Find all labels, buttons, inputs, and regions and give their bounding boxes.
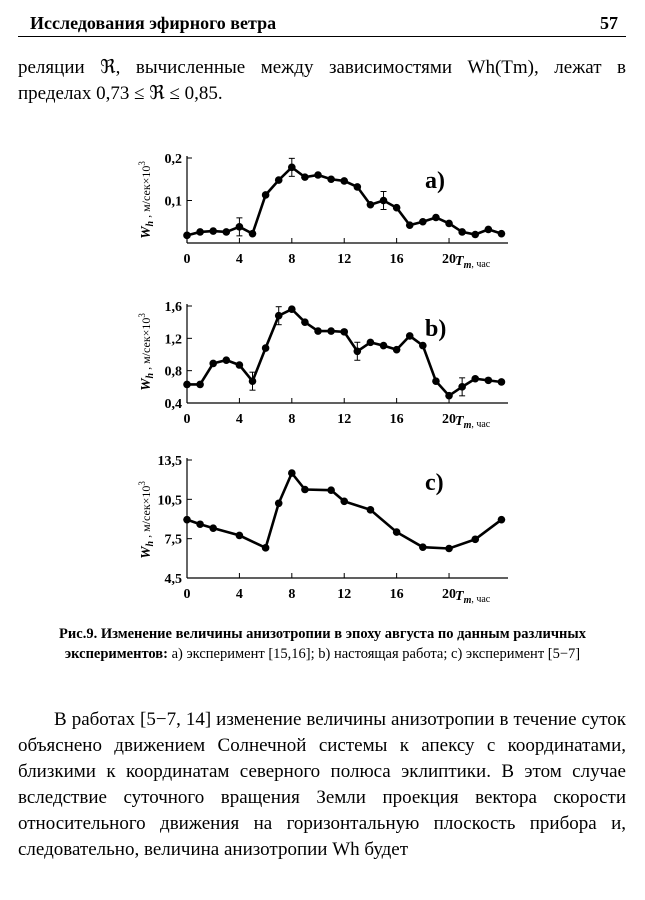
x-tick-label: 4 — [235, 587, 243, 602]
data-point — [196, 520, 204, 528]
data-point — [445, 545, 453, 553]
data-point — [380, 197, 388, 205]
y-axis-label — [137, 161, 156, 239]
data-point — [183, 381, 191, 389]
data-point — [327, 486, 335, 494]
y-tick-label: 0,1 — [164, 194, 182, 210]
y-tick-label: 7,5 — [164, 532, 182, 548]
panel-label: b) — [425, 316, 447, 342]
y-tick-label: 0,2 — [164, 152, 182, 167]
x-tick-label: 0 — [183, 412, 191, 427]
data-point — [367, 201, 375, 209]
panel-label: c) — [425, 470, 444, 496]
data-point — [471, 536, 479, 544]
data-point — [419, 543, 427, 551]
x-tick-label: 4 — [235, 252, 243, 267]
data-point — [432, 377, 440, 385]
data-point — [288, 164, 296, 172]
x-tick-label: 20 — [442, 412, 457, 427]
data-point — [458, 228, 466, 236]
y-axis-label — [137, 313, 156, 391]
data-point — [340, 498, 348, 506]
data-point — [223, 228, 231, 236]
data-point — [249, 377, 257, 385]
data-point — [196, 228, 204, 236]
data-point — [327, 327, 335, 335]
data-point — [485, 226, 493, 234]
data-point — [406, 221, 414, 229]
data-point — [236, 532, 244, 540]
x-tick-label: 0 — [183, 252, 191, 267]
page-number: 57 — [600, 13, 618, 33]
data-point — [458, 383, 466, 391]
data-point — [262, 344, 270, 352]
data-point — [367, 506, 375, 514]
x-tick-label: 4 — [235, 412, 243, 427]
data-point — [432, 214, 440, 222]
x-tick-label: 20 — [442, 587, 457, 602]
data-point — [354, 347, 362, 355]
data-point — [301, 173, 309, 181]
y-axis-label — [137, 481, 156, 559]
data-point — [485, 377, 493, 385]
panel-label: a) — [425, 168, 445, 194]
data-point — [209, 227, 217, 235]
data-point — [288, 469, 296, 477]
x-tick-label: 8 — [288, 412, 296, 427]
data-point — [498, 230, 506, 238]
data-point — [209, 524, 217, 532]
paragraph-1: реляции ℜ, вычисленные между зависимостями Wh(Tm), лежат в пределах 0,73 ≤ ℜ ≤ 0,85. — [18, 57, 626, 104]
data-point — [380, 342, 388, 350]
y-tick-label: 4,5 — [164, 572, 182, 587]
data-point — [236, 223, 244, 231]
x-axis-label: $T_m$, час — [455, 414, 491, 431]
caption-rest: a) эксперимент [15,16]; b) настоящая работа; c) эксперимент [5−7] — [171, 646, 581, 662]
x-tick-label: 12 — [337, 587, 352, 602]
y-axis-label-text: $W_h$ , $м/сек\times 10^3$ — [137, 313, 156, 391]
data-point — [236, 361, 244, 369]
data-point — [275, 499, 283, 507]
x-tick-label: 8 — [288, 252, 296, 267]
x-tick-label: 12 — [337, 252, 352, 267]
data-point — [354, 183, 362, 191]
data-point — [275, 312, 283, 320]
data-point — [419, 342, 427, 350]
data-point — [275, 176, 283, 184]
data-point — [445, 392, 453, 400]
data-point — [498, 378, 506, 386]
data-point — [471, 231, 479, 239]
series-line — [187, 473, 501, 548]
x-tick-label: 0 — [183, 587, 191, 602]
data-point — [314, 327, 322, 335]
data-point — [209, 360, 217, 368]
x-tick-label: 12 — [337, 412, 352, 427]
figure-caption — [30, 624, 615, 664]
data-point — [262, 544, 270, 552]
x-tick-label: 8 — [288, 587, 296, 602]
x-axis-label: $T_m$, час — [455, 589, 491, 606]
y-tick-label: 13,5 — [157, 454, 182, 469]
data-point — [327, 175, 335, 183]
data-point — [471, 375, 479, 383]
x-tick-label: 16 — [389, 587, 404, 602]
y-tick-label: 0,4 — [164, 397, 182, 412]
data-point — [393, 204, 401, 212]
data-point — [249, 230, 257, 238]
y-tick-label: 1,6 — [164, 300, 182, 315]
x-tick-label: 16 — [389, 412, 404, 427]
data-point — [262, 191, 270, 199]
y-axis-label-text: $W_h$ , $м/сек\times 10^3$ — [137, 161, 156, 239]
data-point — [340, 177, 348, 185]
data-point — [498, 516, 506, 524]
caption-bold: Рис.9. Изменение величины анизотропии в эпоху августа по данным различных экспериментов: — [59, 626, 586, 662]
data-point — [301, 486, 309, 494]
data-point — [301, 318, 309, 326]
header-title: Исследования эфирного ветра — [30, 13, 277, 33]
data-point — [223, 356, 231, 364]
data-point — [406, 332, 414, 340]
x-axis-label: $T_m$, час — [455, 254, 491, 271]
data-point — [393, 528, 401, 536]
y-tick-label: 10,5 — [157, 493, 182, 509]
paragraph-2: В работах [5−7, 14] изменение величины анизотропии в течение суток объяснено движением Солнечной системы к апексу с координатами, близкими к координатам северного полюса эклиптики. В этом случае вследствие суточного вращения Земли проекция вектора скорости относительного движения на горизонтальную плоскость прибора и, следовательно, величина анизотропии Wh будет — [18, 709, 626, 860]
data-point — [445, 220, 453, 228]
data-point — [340, 328, 348, 336]
data-point — [314, 171, 322, 179]
data-point — [393, 346, 401, 354]
y-tick-label: 1,2 — [164, 332, 182, 348]
data-point — [367, 339, 375, 347]
data-point — [419, 218, 427, 226]
series-line — [187, 309, 501, 395]
x-tick-label: 16 — [389, 252, 404, 267]
data-point — [196, 381, 204, 389]
data-point — [288, 305, 296, 313]
x-tick-label: 20 — [442, 252, 457, 267]
data-point — [183, 516, 191, 524]
data-point — [183, 232, 191, 240]
y-tick-label: 0,8 — [164, 364, 182, 380]
y-axis-label-text: $W_h$ , $м/сек\times 10^3$ — [137, 481, 156, 559]
